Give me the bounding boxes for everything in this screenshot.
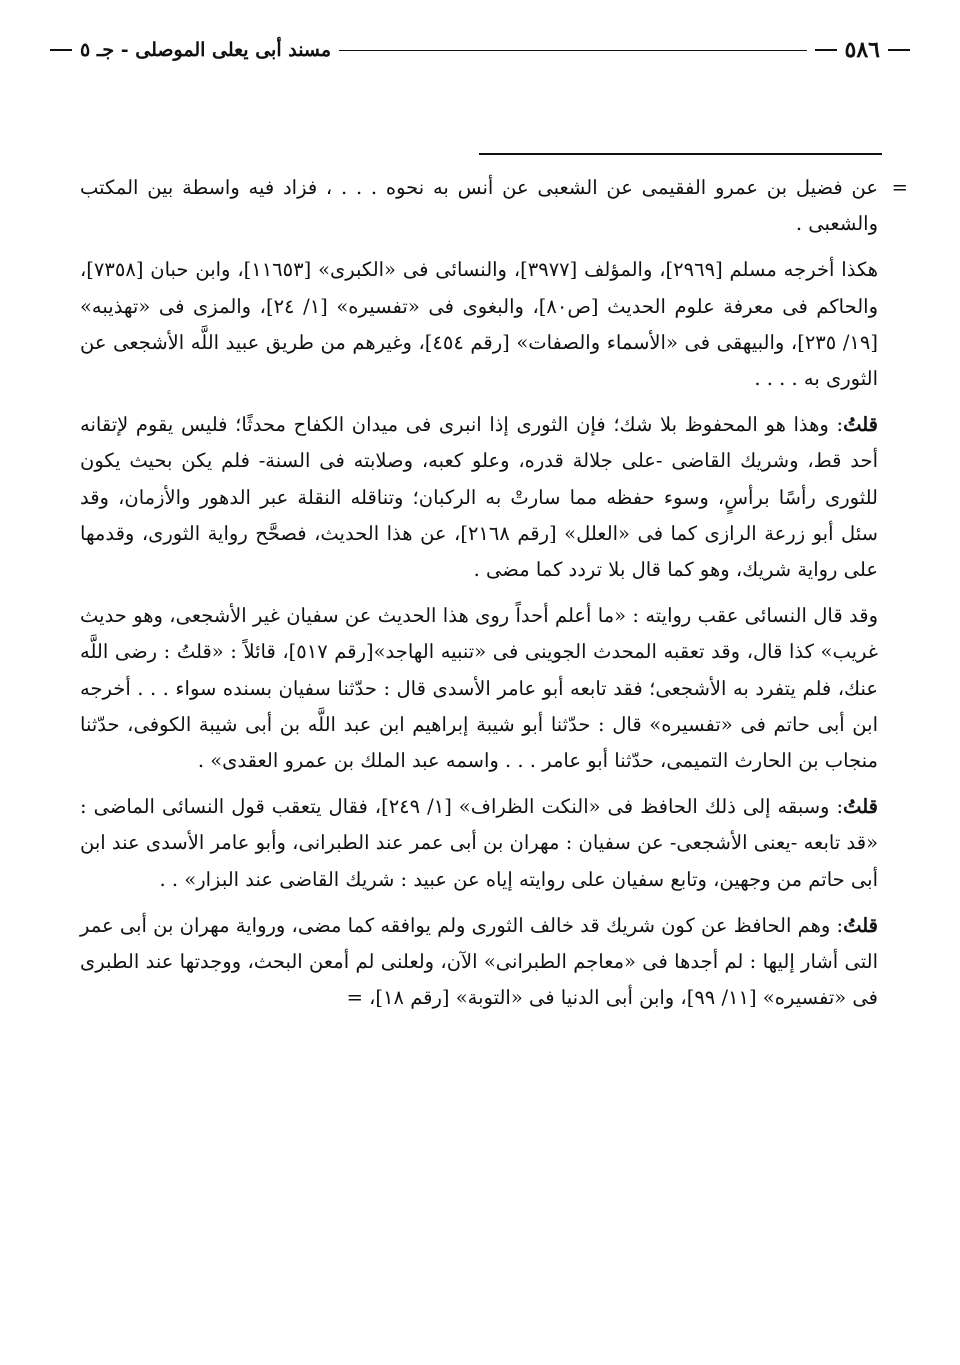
paragraph-continuation	[80, 170, 908, 242]
page-header	[50, 36, 910, 64]
header-dash	[50, 49, 72, 51]
paragraph	[80, 789, 878, 898]
qultu-lead: قلتُ	[843, 413, 878, 437]
paragraph-text: : وهذا هو المحفوظ بلا شك؛ فإن الثورى إذا انبرى فى ميدان الكفاح محدثًا؛ فليس يقوم لإتقانه أحد قط، وشريك القاضى -على جلالة قدره، وعلو كعبه، وصلابته فى السنة- فلم يكن بحيث يكون للثورى رأسًا برأسٍ، وسوء حفظه مما سارتْ به الركبان؛ وتناقله النقلة عبر الدهور والأزمان، وقد سئل أبو زرعة الرازى كما فى «العلل» [رقم ٢١٦٨]، عن هذا الحديث، فصحَّح رواية الثورى، وقدمها على رواية شريك، وهو كما قال بلا تردد كما مضى .	[80, 413, 879, 582]
footnote-separator	[479, 153, 882, 155]
header-dash	[888, 49, 910, 51]
paragraph	[80, 908, 878, 1017]
paragraph	[80, 407, 878, 588]
qultu-lead: قلتُ	[843, 795, 878, 819]
paragraph-text: هكذا أخرجه مسلم [٢٩٦٩]، والمؤلف [٣٩٧٧]، والنسائى فى «الكبرى» [١١٦٥٣]، وابن حبان [٧٣٥٨]، والحاكم فى معرفة علوم الحديث [ص٨٠]، والبغوى فى «تفسيره» [١/ ٢٤]، والمزى فى «تهذيبه» [١٩/ ٢٣٥]، والبيهقى فى «الأسماء والصفات» [رقم ٤٥٤]، وغيرهم من طريق عبيد اللَّه الأشجعى عن الثورى به . . . .	[80, 258, 878, 391]
header-dash	[815, 49, 837, 51]
running-title: مسند أبى يعلى الموصلى - جـ ٥	[80, 39, 332, 61]
paragraph-text: عن فضيل بن عمرو الفقيمى عن الشعبى عن أنس به نحوه . . . ، فزاد فيه واسطة بين المكتب والشعبى .	[80, 176, 878, 236]
paragraph-text: وقد قال النسائى عقب روايته : «ما أعلم أحداً روى هذا الحديث عن سفيان غير الأشجعى، وهو حديث غريب» كذا قال، وقد تعقبه المحدث الجوينى فى «تنبيه الهاجد»[رقم ٥١٧]، قائلاً : «قلتُ : رضى اللَّه عنك، فلم يتفرد به الأشجعى؛ فقد تابعه أبو عامر الأسدى قال : حدّثنا سفيان بسنده سواء . . . أخرجه ابن أبى حاتم فى «تفسيره» قال : حدّثنا أبو شيبة إبراهيم ابن عبد اللَّه بن أبى شيبة الكوفى، حدّثنا منجاب بن الحارث التميمى، حدّثنا أبو عامر . . . واسمه عبد الملك بن عمرو العقدى» .	[80, 604, 878, 773]
footnote-body	[80, 170, 908, 1026]
qultu-lead: قلتُ	[843, 913, 878, 937]
page-number: ٥٨٦	[844, 37, 880, 63]
paragraph	[80, 252, 878, 397]
continuation-marker: =	[891, 176, 908, 199]
paragraph	[80, 598, 878, 779]
paragraph-text: : وهم الحافظ عن كون شريك قد خالف الثورى ولم يوافقه كما مضى، ورواية مهران بن أبى عمر التى أشار إليها : لم أجدها فى «معاجم الطبرانى» الآن، ولعلنى لم أمعن البحث، ووجدتها عند الطبرى فى «تفسيره» [١١/ ٩٩]، وابن أبى الدنيا فى «التوبة» [رقم ١٨]، =	[80, 913, 878, 1010]
header-rule	[339, 50, 806, 51]
paragraph-text: : وسبقه إلى ذلك الحافظ فى «النكت الظراف» [١/ ٢٤٩]، فقال يتعقب قول النسائى الماضى : «قد تابعه -يعنى الأشجعى- عن سفيان : مهران بن أبى عمر عند الطبرانى، وأبو عامر الأسدى عند ابن أبى حاتم من وجهين، وتابع سفيان على روايته إياه عن عبيد : شريك القاضى عند البزار» . .	[80, 795, 878, 891]
